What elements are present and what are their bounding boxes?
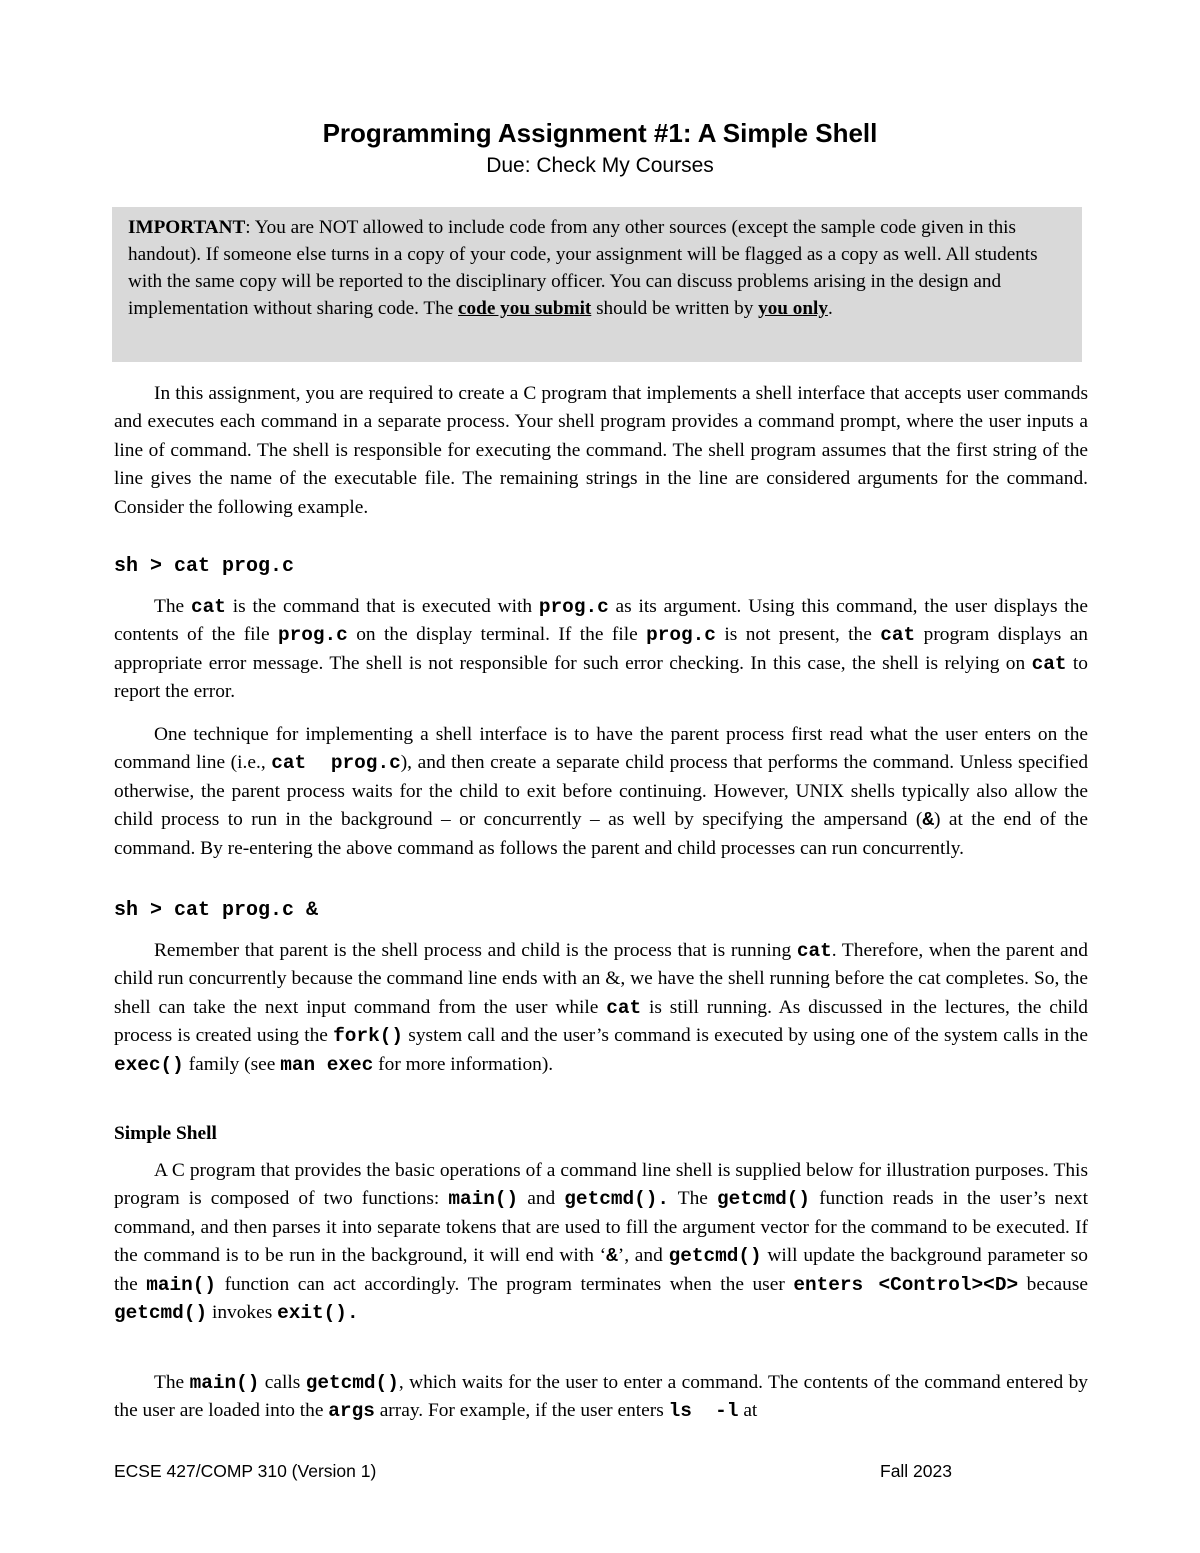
code-term: cat bbox=[880, 624, 916, 647]
code-term: getcmd(). bbox=[564, 1188, 670, 1211]
notice-text: . bbox=[827, 298, 833, 319]
code-term: args bbox=[328, 1400, 375, 1423]
text: because bbox=[1018, 1273, 1088, 1295]
notice-emphasis-you: you only bbox=[758, 298, 828, 319]
text: family (see bbox=[183, 1053, 281, 1075]
code-term: prog.c bbox=[538, 596, 609, 618]
code-term: enters <Control><D> bbox=[793, 1273, 1019, 1296]
code-term: fork() bbox=[333, 1025, 403, 1048]
code-term: main() bbox=[189, 1372, 260, 1394]
text: ), and then create a separate child process that performs the command. Unless specified otherwise, the parent process waits for the child to exit before continuing. However, UNIX shells typically also allow the child process to run in the background – or concurrently – as well by specifying the ampersand ( bbox=[114, 752, 1089, 831]
code-term: prog.c bbox=[646, 624, 716, 647]
code-term: & bbox=[606, 1245, 618, 1268]
command-example-1: sh > cat prog.c bbox=[114, 555, 295, 578]
text: is still running. As discussed in the lectures, the child process is created using the bbox=[114, 996, 1088, 1047]
text: A C program that provides the basic operations of a command line shell is supplied below for illustration purposes. This program is composed of two functions: bbox=[114, 1160, 1088, 1210]
text: The bbox=[154, 1372, 190, 1393]
paragraph-simple-shell bbox=[114, 1157, 1088, 1327]
intro-paragraph bbox=[114, 380, 1088, 522]
text: program displays an appropriate error message. The shell is not responsible for such error checking. In this case, the shell is relying on bbox=[114, 624, 1089, 674]
command-example-2: sh > cat prog.c & bbox=[114, 899, 319, 922]
text: function reads in the user’s next command, and then parses it into separate tokens that are used to fill the argument vector for the command to be executed. If the command is to be run in the background, it will end with ‘ bbox=[114, 1188, 1088, 1267]
text: and bbox=[518, 1188, 565, 1210]
notice-text: : You are NOT allowed to include code from any other sources (except the sample code given in this handout). If someone else turns in a copy of your code, your assignment will be flagged as a copy as well. All students with the same copy will be reported to the disciplinary officer. You can discuss problems arising in the design and implementation without sharing code. The bbox=[128, 217, 1038, 319]
text: as its argument. Using this command, the user displays the contents of the file bbox=[114, 596, 1088, 646]
code-term: getcmd() bbox=[668, 1245, 762, 1268]
text: is the command that is executed with bbox=[225, 596, 539, 617]
text: calls bbox=[259, 1372, 306, 1393]
text: invokes bbox=[207, 1302, 278, 1324]
text: system call and the user’s command is executed by using one of the system calls in the bbox=[403, 1025, 1088, 1047]
due-date: Due: Check My Courses bbox=[486, 154, 714, 177]
text: for more information). bbox=[373, 1053, 554, 1075]
text: The bbox=[154, 596, 191, 617]
code-term: cat bbox=[1031, 652, 1067, 675]
footer-course: ECSE 427/COMP 310 (Version 1) bbox=[114, 1461, 377, 1481]
text: is not present, the bbox=[715, 624, 881, 646]
notice-emphasis-code: code you submit bbox=[458, 298, 592, 319]
code-term: getcmd() bbox=[305, 1372, 399, 1394]
notice-label: IMPORTANT bbox=[128, 217, 246, 238]
intro-text: In this assignment, you are required to create a C program that implements a shell interface that accepts user commands and executes each command in a separate process. Your shell program provides a command prompt, where the user inputs a line of command. The shell is responsible for executing the command. The shell program assumes that the first string of the line gives the name of the executable file. The remaining strings in the line are considered arguments for the command. Consider the following example. bbox=[114, 383, 1088, 518]
code-term: cat prog.c bbox=[271, 752, 401, 775]
section-heading: Simple Shell bbox=[114, 1123, 217, 1144]
paragraph-cat bbox=[114, 593, 1088, 707]
code-term: prog.c bbox=[277, 624, 348, 647]
notice-text: should be written by bbox=[591, 298, 759, 319]
text: at bbox=[738, 1400, 758, 1422]
code-term: exec() bbox=[114, 1053, 184, 1076]
code-term: cat bbox=[190, 596, 226, 618]
text: on the display terminal. If the file bbox=[347, 624, 647, 646]
code-term: man exec bbox=[280, 1053, 374, 1076]
code-term: ls -l bbox=[668, 1400, 739, 1423]
paragraph-main-calls bbox=[114, 1369, 1088, 1426]
text: Remember that parent is the shell process and child is the process that is running bbox=[154, 940, 797, 961]
code-term: main() bbox=[146, 1273, 217, 1296]
code-term: cat bbox=[606, 996, 642, 1019]
text: to report the error. bbox=[114, 652, 1088, 703]
code-term: exit(). bbox=[277, 1302, 359, 1325]
code-term: cat bbox=[796, 940, 832, 962]
code-term: & bbox=[922, 809, 934, 832]
code-term: main() bbox=[448, 1188, 519, 1211]
text: array. For example, if the user enters bbox=[374, 1400, 669, 1422]
text: , which waits for the user to enter a command. The contents of the command entered by the user are loaded into the bbox=[114, 1372, 1088, 1422]
code-term: getcmd() bbox=[114, 1302, 208, 1325]
paragraph-technique bbox=[114, 721, 1088, 863]
text: ’, and bbox=[617, 1245, 669, 1267]
paragraph-concurrency bbox=[114, 937, 1088, 1079]
footer-term: Fall 2023 bbox=[880, 1461, 952, 1481]
text: . Therefore, when the parent and child run concurrently because the command line ends with an &, we have the shell running before the cat completes. So, the shell can take the next input command from the user while bbox=[114, 940, 1088, 1018]
text: One technique for implementing a shell interface is to have the parent process first read what the user enters on the command line (i.e., bbox=[114, 724, 1088, 774]
text: The bbox=[669, 1188, 717, 1210]
code-term: getcmd() bbox=[716, 1188, 811, 1211]
important-notice-box bbox=[112, 207, 1082, 362]
text: function can act accordingly. The program terminates when the user bbox=[216, 1273, 794, 1295]
document-title: Programming Assignment #1: A Simple Shell bbox=[322, 118, 878, 148]
text: will update the background parameter so the bbox=[114, 1245, 1088, 1295]
text: ) at the end of the command. By re-entering the above command as follows the parent and child processes can run concurrently. bbox=[114, 809, 1088, 859]
